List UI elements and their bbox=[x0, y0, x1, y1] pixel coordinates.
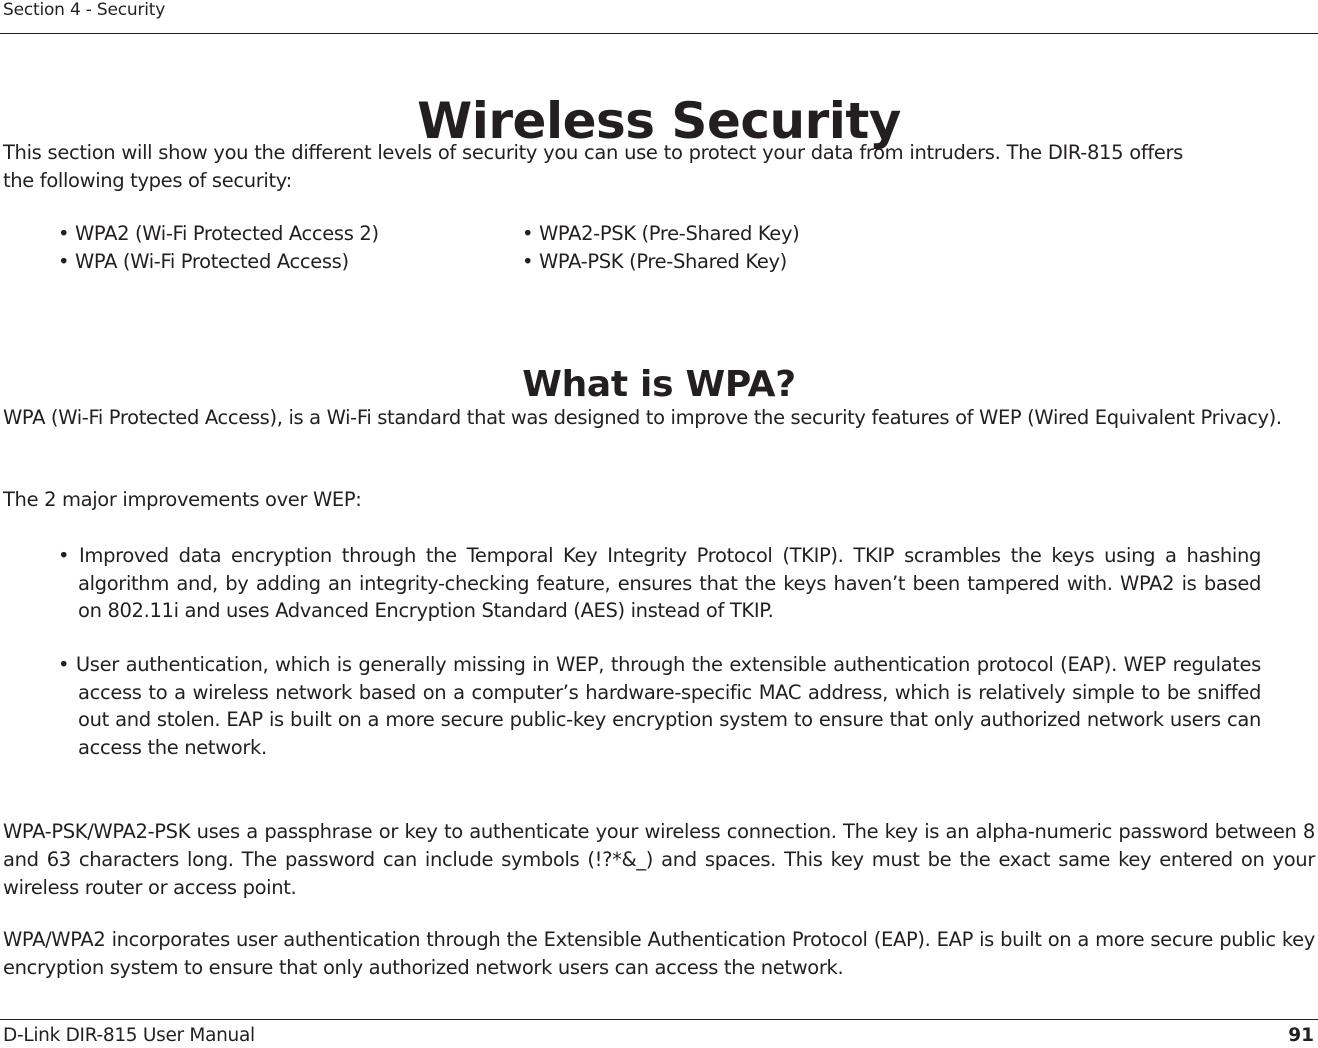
security-type-item: • WPA-PSK (Pre-Shared Key) bbox=[522, 250, 787, 273]
improvements-intro: The 2 major improvements over WEP: bbox=[3, 488, 362, 511]
security-type-item: • WPA2-PSK (Pre-Shared Key) bbox=[522, 222, 800, 245]
security-type-item: • WPA (Wi-Fi Protected Access) bbox=[58, 250, 349, 273]
intro-paragraph: This section will show you the different levels of security you can use to protect your data from intruders. The DIR-815 offers the following types of security: bbox=[3, 141, 1183, 192]
wpa-heading: What is WPA? bbox=[522, 363, 796, 405]
security-type-item: • WPA2 (Wi-Fi Protected Access 2) bbox=[58, 222, 379, 245]
improvement-item-tkip: • Improved data encryption through the Temporal Key Integrity Protocol (TKIP). TKIP scrambles the keys using a hashing algorithm and, by adding an integrity-checking feature, ensures that the keys haven’t been tampered with. WPA2 is based on 802.11i and uses Advanced Encryption Standard (AES) instead of TKIP. bbox=[58, 544, 1261, 622]
footer-manual-title: D-Link DIR-815 User Manual bbox=[3, 1025, 255, 1046]
improvement-item-eap: • User authentication, which is generally missing in WEP, through the extensible authentication protocol (EAP). WEP regulates access to a wireless network based on a computer’s hardware-specific MAC address, which is relatively simple to be sniffed out and stolen. EAP is built on a more secure public-key encryption system to ensure that only authorized network users can access the network. bbox=[58, 653, 1261, 759]
page-title: Wireless Security bbox=[417, 91, 901, 150]
psk-paragraph: WPA-PSK/WPA2-PSK uses a passphrase or key to authenticate your wireless connection. The key is an alpha-numeric password between 8 and 63 characters long. The password can include symbols (!?*&_) and spaces. This key must be the exact same key entered on your wireless router or access point. bbox=[3, 820, 1315, 899]
header-divider bbox=[0, 33, 1318, 34]
footer-divider bbox=[0, 1019, 1318, 1020]
security-types-left bbox=[58, 220, 478, 276]
wpa-description: WPA (Wi-Fi Protected Access), is a Wi-Fi standard that was designed to improve the security features of WEP (Wired Equivalent Privacy). bbox=[3, 406, 1282, 429]
section-header: Section 4 - Security bbox=[3, 0, 166, 20]
eap-paragraph: WPA/WPA2 incorporates user authentication through the Extensible Authentication Protocol (EAP). EAP is built on a more secure public key encryption system to ensure that only authorized network users can access the network. bbox=[3, 928, 1315, 979]
page-number: 91 bbox=[1288, 1025, 1314, 1046]
security-types-right bbox=[522, 220, 942, 276]
